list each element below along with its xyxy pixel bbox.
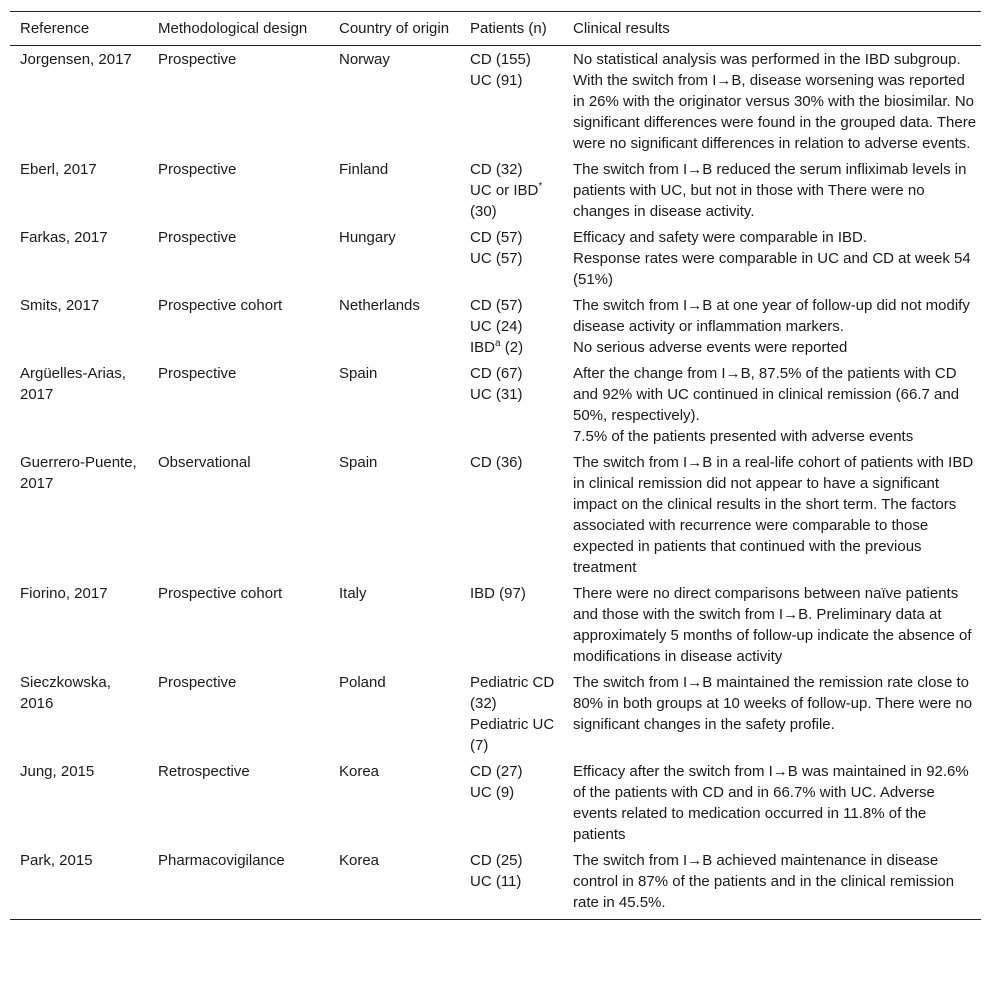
clinical-studies-table xyxy=(10,11,981,920)
patient-group xyxy=(470,850,559,871)
cell-country: Korea xyxy=(329,847,460,920)
cell-reference: Argüelles-Arias, 2017 xyxy=(20,365,126,403)
cell-design: Prospective cohort xyxy=(158,297,283,314)
patient-group xyxy=(470,871,559,892)
cell-patients xyxy=(460,580,563,669)
patient-group xyxy=(470,316,559,337)
cell-patients xyxy=(460,224,563,292)
result-paragraph: There were no direct comparisons between naïve patients and those with the switch from I→B. Preliminary data at approximately 5 months of follow-up indicate the absence of modifications in disease activity xyxy=(573,585,972,665)
patient-group xyxy=(470,295,559,316)
patient-group xyxy=(470,363,559,384)
footnote-marker: * xyxy=(538,181,543,192)
cell-results xyxy=(563,449,981,580)
patient-group-label: CD (67) xyxy=(470,365,523,382)
result-paragraph: No serious adverse events were reported xyxy=(573,339,848,356)
cell-results xyxy=(563,156,981,224)
result-paragraph: The switch from I→B achieved maintenance in disease control in 87% of the patients and in the clinical remission rate in 45.5%. xyxy=(573,852,955,911)
cell-patients xyxy=(460,669,563,758)
cell-results xyxy=(563,847,981,920)
cell-country: Poland xyxy=(339,674,386,691)
patient-group xyxy=(470,337,559,358)
cell-design: Pharmacovigilance xyxy=(148,847,329,920)
cell-reference: Smits, 2017 xyxy=(20,297,100,314)
patient-group-label: UC (31) xyxy=(470,386,523,403)
cell-patients xyxy=(460,847,563,920)
patient-group-label: Pediatric UC (7) xyxy=(470,716,555,754)
patient-group-label: UC (11) xyxy=(470,873,522,890)
patient-group xyxy=(470,452,559,473)
patient-group xyxy=(470,227,559,248)
cell-patients xyxy=(460,156,563,224)
cell-patients xyxy=(460,758,563,847)
cell-results xyxy=(563,292,981,360)
patient-group-label: CD (36) xyxy=(470,454,523,471)
cell-reference: Park, 2015 xyxy=(10,847,148,920)
patient-group-label: UC or IBD xyxy=(470,182,539,199)
header-patients: Patients (n) xyxy=(460,12,563,46)
patient-group xyxy=(470,70,559,91)
cell-design: Prospective xyxy=(158,51,237,68)
table-row xyxy=(10,224,981,292)
cell-reference: Farkas, 2017 xyxy=(20,229,108,246)
patient-group-label: UC (57) xyxy=(470,250,523,267)
cell-country: Italy xyxy=(339,585,367,602)
patient-group xyxy=(470,49,559,70)
cell-country: Spain xyxy=(339,365,378,382)
result-paragraph: With the switch from I→B, disease worsening was reported in 26% with the originator versus 30% with the biosimilar. No significant differences were found in the grouped data. There were no significant differences in relation to adverse events. xyxy=(573,72,977,152)
result-paragraph: The switch from I→B in a real-life cohort of patients with IBD in clinical remission did not appear to have a significant impact on the clinical results in the short term. The factors associated with recurrence were comparable to those expected in patients that continued with the previous treatment xyxy=(573,454,974,576)
patient-group xyxy=(470,761,559,782)
cell-country: Norway xyxy=(339,51,390,68)
cell-country: Finland xyxy=(339,161,389,178)
result-paragraph: 7.5% of the patients presented with adverse events xyxy=(573,428,914,445)
patient-group-label: CD (155) xyxy=(470,51,531,68)
result-paragraph: The switch from I→B at one year of follow-up did not modify disease activity or inflammation markers. xyxy=(573,297,970,335)
cell-results xyxy=(563,758,981,847)
result-paragraph: No statistical analysis was performed in the IBD subgroup. xyxy=(573,51,961,68)
footnote-marker: a xyxy=(495,338,501,349)
patient-group-label: CD (57) xyxy=(470,297,523,314)
cell-design: Prospective xyxy=(158,229,237,246)
cell-design: Retrospective xyxy=(158,763,250,780)
patient-group-label: CD (57) xyxy=(470,229,523,246)
patient-group-label: UC (9) xyxy=(470,784,515,801)
cell-country: Korea xyxy=(339,763,380,780)
patient-group-label: UC (24) xyxy=(470,318,523,335)
table-row xyxy=(10,360,981,449)
patient-group-label: CD (32) xyxy=(470,161,523,178)
cell-country: Netherlands xyxy=(339,297,420,314)
cell-results xyxy=(563,224,981,292)
patient-group-label: IBD (97) xyxy=(470,585,526,602)
cell-design: Prospective cohort xyxy=(158,585,283,602)
patient-group-label: Pediatric CD (32) xyxy=(470,674,555,712)
patient-group-label: UC (91) xyxy=(470,72,523,89)
header-results: Clinical results xyxy=(563,12,981,46)
cell-results xyxy=(563,46,981,157)
patient-group xyxy=(470,248,559,269)
result-paragraph: Efficacy after the switch from I→B was maintained in 92.6% of the patients with CD and in 66.7% with UC. Adverse events related to medication occurred in 11.8% of the patients xyxy=(573,763,969,843)
patient-group xyxy=(470,714,559,756)
patient-group xyxy=(470,384,559,405)
result-paragraph: Efficacy and safety were comparable in IBD. xyxy=(573,229,868,246)
patient-group-count: (30) xyxy=(470,203,497,220)
cell-design: Prospective xyxy=(158,161,237,178)
cell-reference: Jorgensen, 2017 xyxy=(20,51,132,68)
cell-results xyxy=(563,580,981,669)
patient-group-count: (2) xyxy=(500,339,524,356)
cell-patients xyxy=(460,449,563,580)
table-row xyxy=(10,669,981,758)
cell-patients xyxy=(460,292,563,360)
table-row xyxy=(10,156,981,224)
table-body xyxy=(10,46,981,920)
cell-design: Observational xyxy=(158,454,251,471)
table-container xyxy=(10,11,981,920)
header-country: Country of origin xyxy=(329,12,460,46)
patient-group-label: IBD xyxy=(470,339,496,356)
cell-design: Prospective xyxy=(158,365,237,382)
header-design: Methodological design xyxy=(148,12,329,46)
table-row xyxy=(10,46,981,157)
table-header-row xyxy=(10,12,981,46)
cell-reference: Fiorino, 2017 xyxy=(20,585,108,602)
result-paragraph: After the change from I→B, 87.5% of the patients with CD and 92% with UC continued in clinical remission (66.7 and 50%, respectively). xyxy=(573,365,960,424)
cell-country: Spain xyxy=(339,454,378,471)
result-paragraph: The switch from I→B maintained the remission rate close to 80% in both groups at 10 weeks of follow-up. There were no significant changes in the safety profile. xyxy=(573,674,973,733)
patient-group xyxy=(470,180,559,222)
cell-patients xyxy=(460,46,563,157)
patient-group-label: CD (27) xyxy=(470,763,523,780)
header-reference: Reference xyxy=(10,12,148,46)
cell-results xyxy=(563,669,981,758)
table-row xyxy=(10,580,981,669)
patient-group xyxy=(470,672,559,714)
result-paragraph: Response rates were comparable in UC and CD at week 54 (51%) xyxy=(573,250,971,288)
result-paragraph: The switch from I→B reduced the serum infliximab levels in patients with UC, but not in those with There were no changes in disease activity. xyxy=(573,161,967,220)
cell-design: Prospective xyxy=(158,674,237,691)
patient-group xyxy=(470,782,559,803)
cell-reference: Sieczkowska, 2016 xyxy=(20,674,111,712)
patient-group xyxy=(470,159,559,180)
patient-group-label: CD (25) xyxy=(470,852,523,869)
cell-reference: Jung, 2015 xyxy=(20,763,95,780)
cell-reference: Eberl, 2017 xyxy=(20,161,97,178)
cell-country: Hungary xyxy=(339,229,396,246)
patient-group xyxy=(470,583,559,604)
table-row xyxy=(10,847,981,920)
table-row xyxy=(10,449,981,580)
cell-results xyxy=(563,360,981,449)
table-row xyxy=(10,292,981,360)
cell-patients xyxy=(460,360,563,449)
cell-reference: Guerrero-Puente, 2017 xyxy=(20,454,137,492)
table-row xyxy=(10,758,981,847)
